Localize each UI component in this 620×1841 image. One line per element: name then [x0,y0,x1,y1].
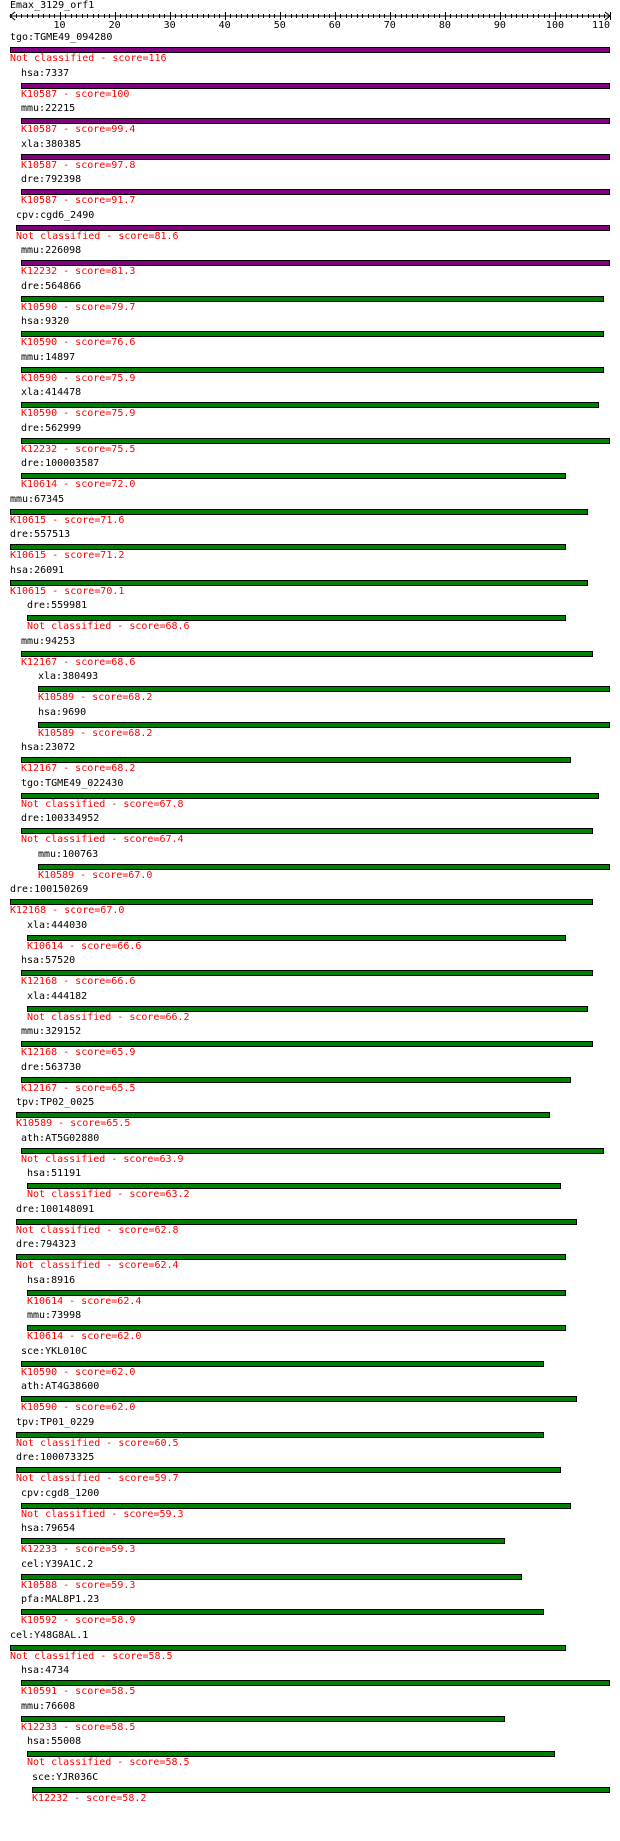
hit-name[interactable]: dre:792398 [21,174,82,185]
ruler-tick-label: 70 [383,20,396,30]
ruler-tick-label: 60 [328,20,341,30]
hit-row[interactable] [0,352,620,388]
hit-name[interactable]: dre:564866 [21,281,82,292]
hit-classification[interactable]: K12232 - score=75.5 [21,444,136,455]
hit-name[interactable]: mmu:14897 [21,352,76,363]
hit-name[interactable]: dre:557513 [10,529,71,540]
hit-classification[interactable]: K10589 - score=68.2 [38,692,153,703]
hit-name[interactable]: mmu:76608 [21,1701,76,1712]
hit-classification[interactable]: Not classified - score=62.4 [16,1260,179,1271]
hit-row[interactable] [0,529,620,565]
hit-classification[interactable]: K10615 - score=71.2 [10,550,125,561]
hit-classification[interactable]: K10614 - score=62.0 [27,1331,142,1342]
hit-row[interactable] [0,1559,620,1595]
hit-row[interactable] [0,210,620,246]
hit-classification[interactable]: Not classified - score=62.8 [16,1225,179,1236]
hit-classification[interactable]: K12233 - score=59.3 [21,1544,136,1555]
hit-name[interactable]: pfa:MAL8P1.23 [21,1594,100,1605]
hit-classification[interactable]: Not classified - score=67.8 [21,799,184,810]
hit-name[interactable]: hsa:26091 [10,565,65,576]
hit-row[interactable] [0,742,620,778]
hit-row[interactable] [0,1594,620,1630]
hit-row[interactable] [0,1772,620,1808]
hit-row[interactable] [0,671,620,707]
hit-row[interactable] [0,1665,620,1701]
hit-classification[interactable]: K10587 - score=100 [21,89,130,100]
hit-name[interactable]: dre:562999 [21,423,82,434]
hit-name[interactable]: hsa:9320 [21,316,70,327]
hit-name[interactable]: xla:444182 [27,991,88,1002]
hit-row[interactable] [0,32,620,68]
hit-name[interactable]: xla:444030 [27,920,88,931]
hit-row[interactable] [0,1346,620,1382]
hit-classification[interactable]: K10590 - score=76.6 [21,337,136,348]
hit-classification[interactable]: Not classified - score=81.6 [16,231,179,242]
hit-classification[interactable]: K10590 - score=75.9 [21,373,136,384]
hit-classification[interactable]: K10615 - score=71.6 [10,515,125,526]
hit-classification[interactable]: Not classified - score=67.4 [21,834,184,845]
hit-classification[interactable]: K10590 - score=79.7 [21,302,136,313]
hit-name[interactable]: hsa:4734 [21,1665,70,1676]
hit-name[interactable]: tgo:TGME49_022430 [21,778,124,789]
hit-row[interactable] [0,1452,620,1488]
query-title: Emax_3129_orf1 [10,0,95,11]
sequence-ruler [0,0,620,30]
hit-classification[interactable]: K10614 - score=66.6 [27,941,142,952]
hit-classification[interactable]: Not classified - score=59.3 [21,1509,184,1520]
hit-name[interactable]: hsa:7337 [21,68,70,79]
hit-name[interactable]: hsa:8916 [27,1275,76,1286]
hit-row[interactable] [0,565,620,601]
hit-name[interactable]: sce:YJR036C [32,1772,99,1783]
hit-classification[interactable]: K12167 - score=68.2 [21,763,136,774]
hit-classification[interactable]: Not classified - score=59.7 [16,1473,179,1484]
hit-row[interactable] [0,68,620,104]
hit-name[interactable]: tpv:TP02_0025 [16,1097,95,1108]
hit-row[interactable] [0,1736,620,1772]
ruler-tick-label: 90 [493,20,506,30]
hit-classification[interactable]: K10592 - score=58.9 [21,1615,136,1626]
hit-name[interactable]: hsa:51191 [27,1168,82,1179]
hit-row[interactable] [0,174,620,210]
hit-classification[interactable]: Not classified - score=63.2 [27,1189,190,1200]
hit-classification[interactable]: K10590 - score=75.9 [21,408,136,419]
hit-row[interactable] [0,1381,620,1417]
hit-row[interactable] [0,600,620,636]
hit-name[interactable]: sce:YKL010C [21,1346,88,1357]
hit-row[interactable] [0,1133,620,1169]
ruler-tick-label: 100 [545,20,564,30]
hit-row[interactable] [0,884,620,920]
hit-classification[interactable]: K10589 - score=65.5 [16,1118,131,1129]
hit-row[interactable] [0,1630,620,1666]
hit-row[interactable] [0,1417,620,1453]
ruler-tick-label: 80 [438,20,451,30]
hit-name[interactable]: hsa:79654 [21,1523,76,1534]
hit-row[interactable] [0,1168,620,1204]
hit-row[interactable] [0,1204,620,1240]
hit-row[interactable] [0,1062,620,1098]
hit-name[interactable]: xla:414478 [21,387,82,398]
hit-classification[interactable]: K12168 - score=66.6 [21,976,136,987]
hit-classification[interactable]: K12233 - score=58.5 [21,1722,136,1733]
hit-name[interactable]: tpv:TP01_0229 [16,1417,95,1428]
hit-classification[interactable]: Not classified - score=58.5 [10,1651,173,1662]
hit-row[interactable] [0,458,620,494]
hit-row[interactable] [0,245,620,281]
hit-name[interactable]: mmu:226098 [21,245,82,256]
hit-name[interactable]: tgo:TGME49_094280 [10,32,113,43]
hit-classification[interactable]: K12232 - score=58.2 [32,1793,147,1804]
hit-classification[interactable]: Not classified - score=58.5 [27,1757,190,1768]
hit-row[interactable] [0,103,620,139]
hit-name[interactable]: hsa:57520 [21,955,76,966]
hit-row[interactable] [0,139,620,175]
hit-classification[interactable]: Not classified - score=66.2 [27,1012,190,1023]
hit-row[interactable] [0,1097,620,1133]
hit-row[interactable] [0,778,620,814]
hit-row[interactable] [0,1523,620,1559]
hit-name[interactable]: mmu:94253 [21,636,76,647]
hit-row[interactable] [0,1026,620,1062]
hit-name[interactable]: dre:794323 [16,1239,77,1250]
hit-name[interactable]: xla:380385 [21,139,82,150]
hit-row[interactable] [0,316,620,352]
hit-name[interactable]: dre:100334952 [21,813,100,824]
hit-classification[interactable]: Not classified - score=63.9 [21,1154,184,1165]
hit-name[interactable]: mmu:22215 [21,103,76,114]
hit-classification[interactable]: K12168 - score=65.9 [21,1047,136,1058]
hit-row[interactable] [0,955,620,991]
ruler-tick-label: 110 [591,20,610,30]
hit-name[interactable]: mmu:100763 [38,849,99,860]
hit-name[interactable]: xla:380493 [38,671,99,682]
hit-name[interactable]: cpv:cgd8_1200 [21,1488,100,1499]
hit-row[interactable] [0,1275,620,1311]
hit-classification[interactable]: K10587 - score=99.4 [21,124,136,135]
hit-classification[interactable]: K10614 - score=62.4 [27,1296,142,1307]
hit-row[interactable] [0,849,620,885]
hit-name[interactable]: dre:100150269 [10,884,89,895]
ruler-tick-label: 10 [53,20,66,30]
hit-row[interactable] [0,281,620,317]
ruler-tick-label: 20 [108,20,121,30]
hit-name[interactable]: dre:563730 [21,1062,82,1073]
hit-classification[interactable]: K12168 - score=67.0 [10,905,125,916]
hit-classification[interactable]: K10591 - score=58.5 [21,1686,136,1697]
hit-row[interactable] [0,1701,620,1737]
hit-classification[interactable]: K10590 - score=62.0 [21,1402,136,1413]
hit-classification[interactable]: K10587 - score=97.8 [21,160,136,171]
ruler-tick-label: 30 [163,20,176,30]
hit-row[interactable] [0,1239,620,1275]
hit-name[interactable]: hsa:23072 [21,742,76,753]
hit-name[interactable]: cel:Y48G8AL.1 [10,1630,89,1641]
hit-name[interactable]: ath:AT5G02880 [21,1133,100,1144]
hit-name[interactable]: cel:Y39A1C.2 [21,1559,94,1570]
hit-row[interactable] [0,707,620,743]
hit-classification[interactable]: K12232 - score=81.3 [21,266,136,277]
hit-name[interactable]: mmu:67345 [10,494,65,505]
hit-classification[interactable]: Not classified - score=60.5 [16,1438,179,1449]
hit-name[interactable]: mmu:329152 [21,1026,82,1037]
hit-row[interactable] [0,423,620,459]
hit-classification[interactable]: K10589 - score=68.2 [38,728,153,739]
hit-row[interactable] [0,387,620,423]
hit-classification[interactable]: K10615 - score=70.1 [10,586,125,597]
hit-name[interactable]: ath:AT4G38600 [21,1381,100,1392]
hit-classification[interactable]: K10589 - score=67.0 [38,870,153,881]
hit-row[interactable] [0,920,620,956]
ruler-tick-label: 50 [273,20,286,30]
hit-classification[interactable]: K10588 - score=59.3 [21,1580,136,1591]
ruler-tick-label: 40 [218,20,231,30]
hit-name[interactable]: mmu:73998 [27,1310,82,1321]
hit-row[interactable] [0,1488,620,1524]
hit-classification[interactable]: K10614 - score=72.0 [21,479,136,490]
hit-classification[interactable]: Not classified - score=116 [10,53,167,64]
hit-row[interactable] [0,813,620,849]
hit-row[interactable] [0,494,620,530]
hit-row[interactable] [0,991,620,1027]
hit-row[interactable] [0,636,620,672]
hit-classification[interactable]: K12167 - score=68.6 [21,657,136,668]
hit-classification[interactable]: Not classified - score=68.6 [27,621,190,632]
hit-name[interactable]: hsa:55008 [27,1736,82,1747]
hit-classification[interactable]: K12167 - score=65.5 [21,1083,136,1094]
hit-row[interactable] [0,1310,620,1346]
hit-classification[interactable]: K10587 - score=91.7 [21,195,136,206]
hit-name[interactable]: dre:100148091 [16,1204,95,1215]
hit-name[interactable]: dre:100003587 [21,458,100,469]
hit-name[interactable]: dre:100073325 [16,1452,95,1463]
hit-name[interactable]: dre:559981 [27,600,88,611]
hit-name[interactable]: cpv:cgd6_2490 [16,210,95,221]
hit-classification[interactable]: K10590 - score=62.0 [21,1367,136,1378]
hit-name[interactable]: hsa:9690 [38,707,87,718]
